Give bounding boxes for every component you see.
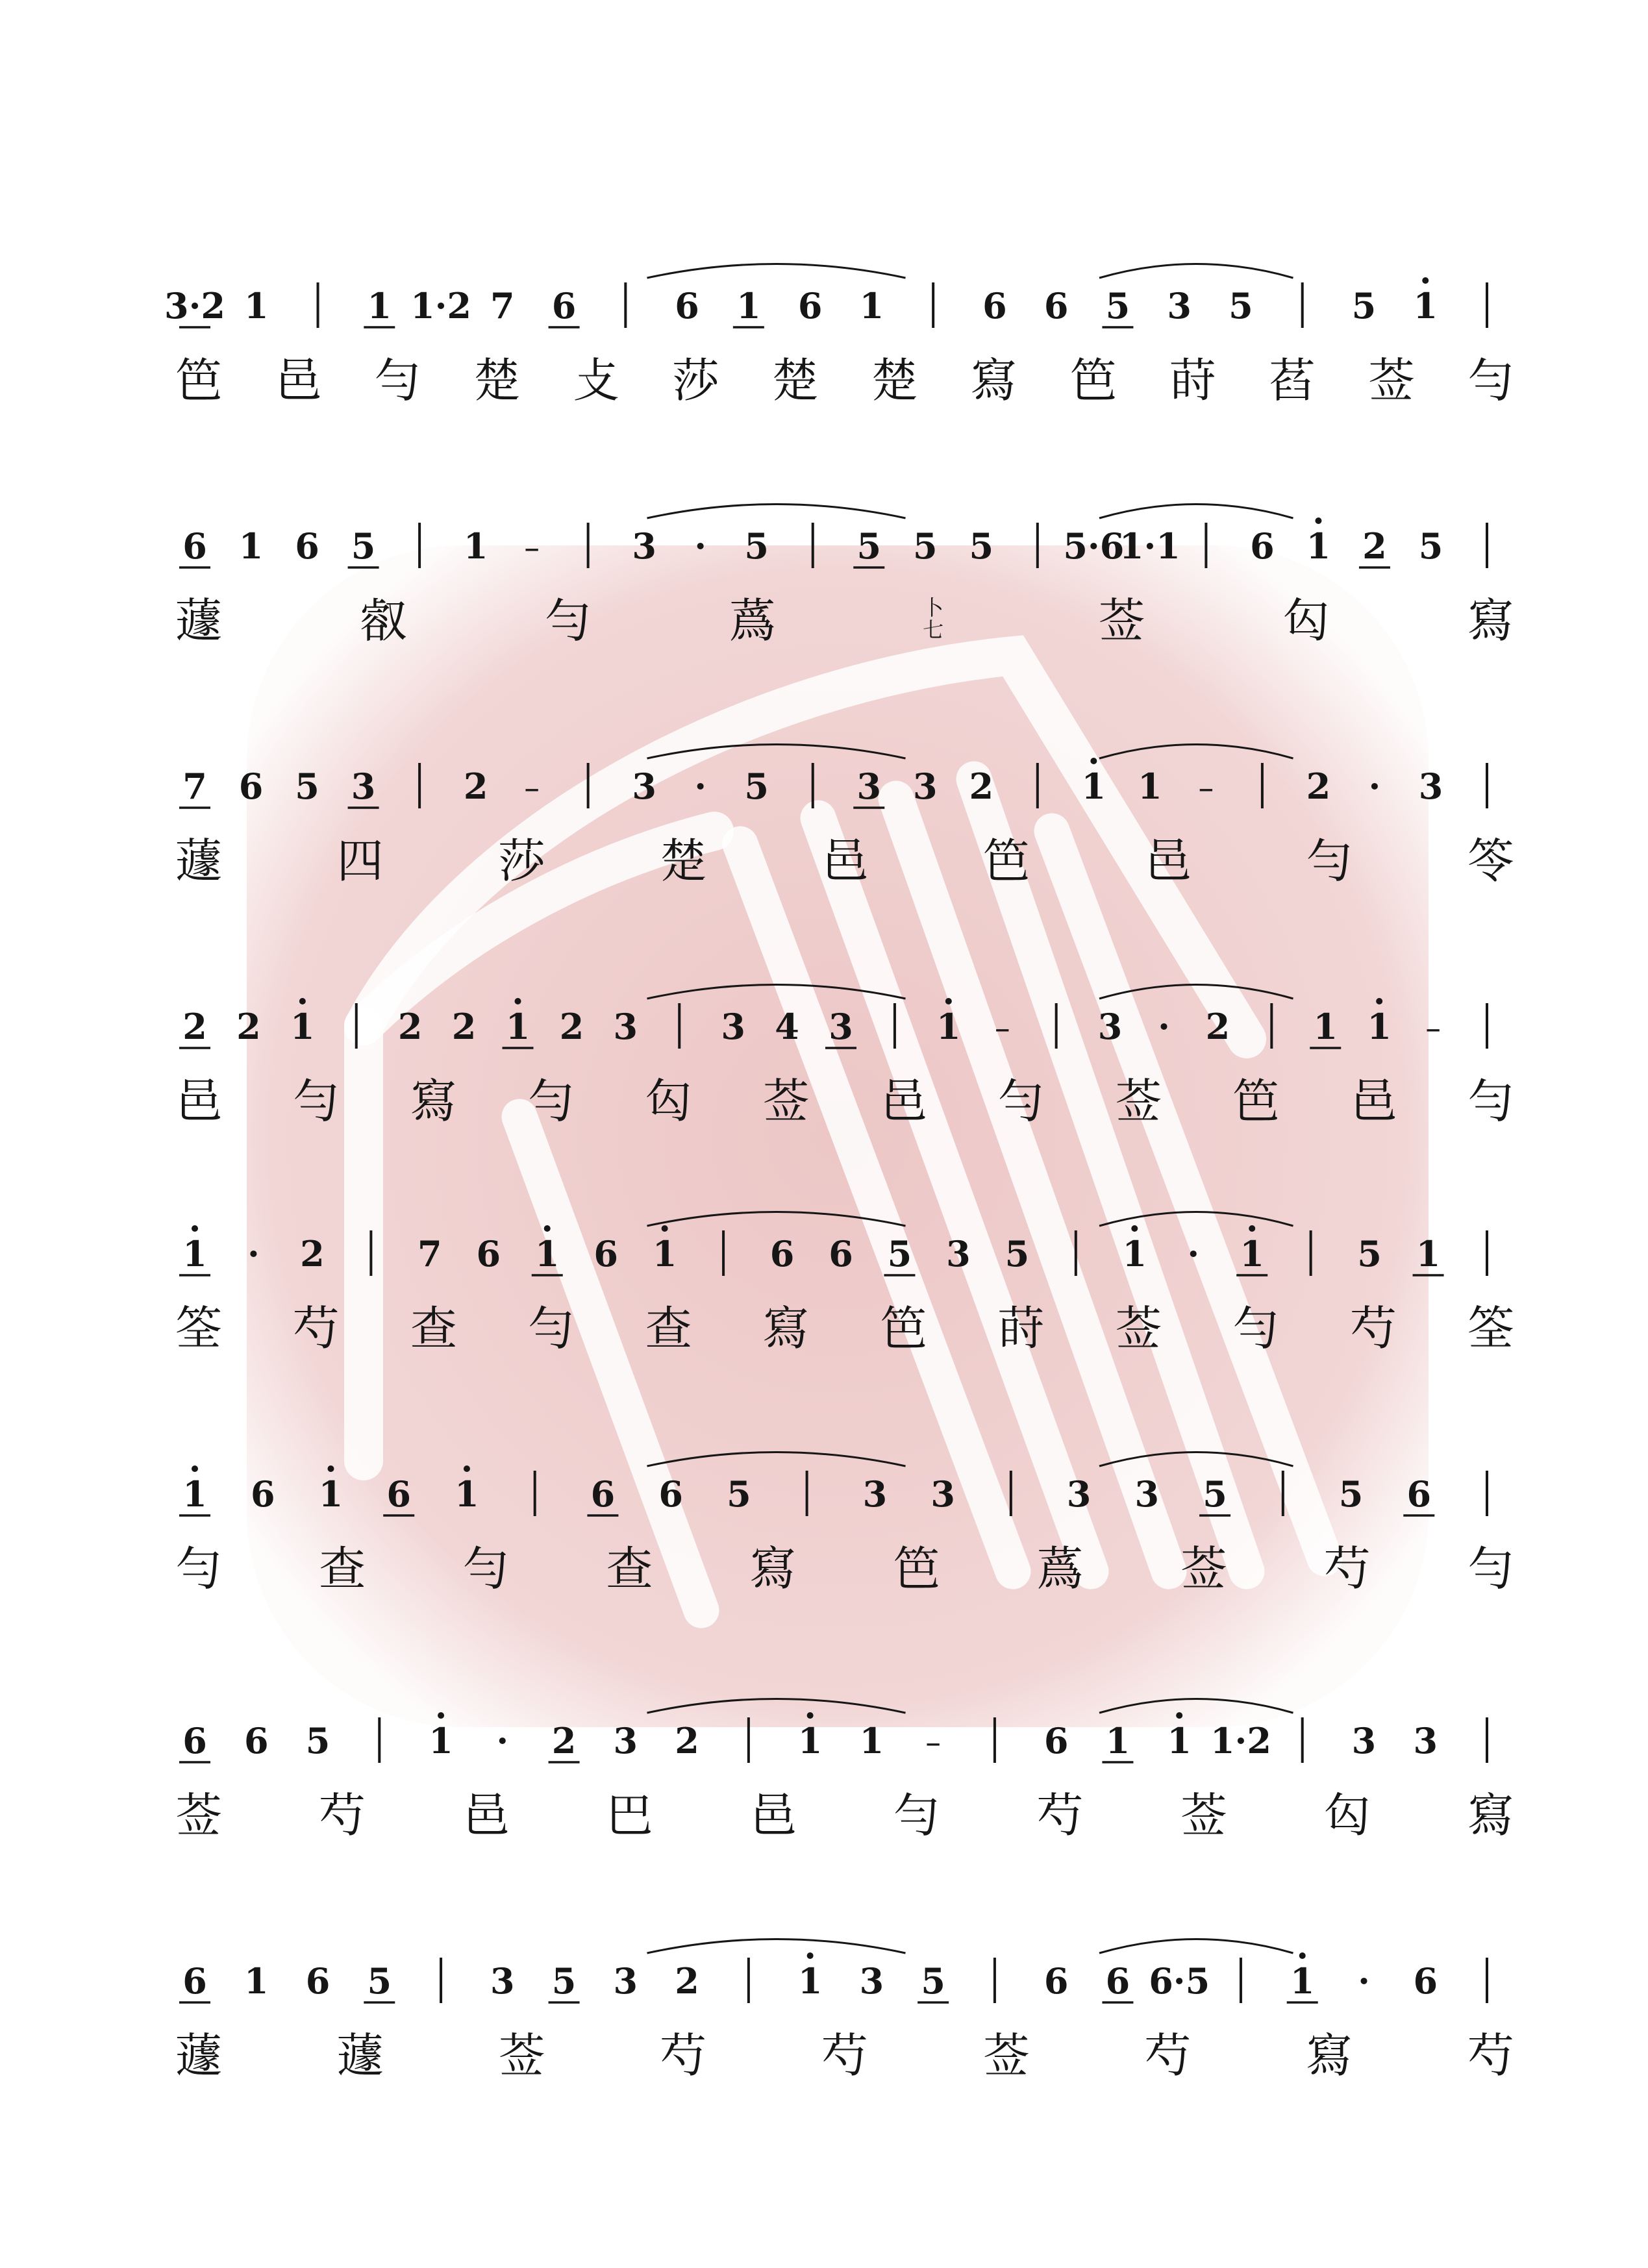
jianpu-note: 3 — [1418, 766, 1443, 807]
jianzi-character: 四 — [336, 834, 384, 888]
jianpu-note: 3 — [1134, 1473, 1160, 1515]
jianpu-note: 6 — [243, 1720, 269, 1762]
jianzi-character: 寫 — [410, 1074, 457, 1128]
jianpu-note: 3 — [862, 1473, 888, 1515]
jianpu-note: 3 — [859, 1960, 884, 2002]
jianpu-note: 6 — [182, 525, 207, 567]
score-system — [0, 1682, 1648, 1896]
jianzi-character: 邑 — [749, 1788, 797, 1843]
jianzi-character: 芍 — [1323, 1541, 1371, 1596]
jianpu-note: 6 — [769, 1233, 795, 1275]
jianpu-note: · — [1158, 1006, 1170, 1047]
jianpu-note: 1 — [652, 1233, 677, 1275]
jianpu-note: 5 — [744, 525, 769, 567]
jianpu-note: 2 — [182, 1006, 207, 1047]
jianpu-note: 5 — [727, 1473, 751, 1515]
jianpu-note: 5 — [1351, 285, 1377, 327]
jianzi-character: 楚 — [871, 353, 918, 408]
jianpu-note: 6 — [250, 1473, 275, 1515]
jianpu-note: 5 — [295, 766, 319, 807]
jianzi-character: 筌 — [1467, 1301, 1515, 1356]
jianpu-note: 3 — [1413, 1720, 1438, 1762]
jianzi-character: 邑 — [1350, 1074, 1397, 1128]
jianpu-note: 5 — [1338, 1473, 1364, 1515]
jianzi-character: 蔿 — [729, 593, 776, 648]
jianpu-note: 6 — [1043, 285, 1069, 327]
jianzi-character: 笭 — [1467, 834, 1515, 888]
jianpu-note: 6 — [182, 1960, 207, 2002]
jianpu-note: 6 — [1406, 1473, 1432, 1515]
jianzi-character: 查 — [410, 1301, 457, 1356]
octave-dot — [1315, 517, 1321, 524]
jianpu-note: 5 — [1203, 1473, 1227, 1515]
jianpu-note: 1 — [182, 1473, 207, 1515]
jianzi-character: 邑 — [175, 1074, 223, 1128]
jianpu-note: 5 — [367, 1960, 392, 2002]
jianpu-note: · — [694, 525, 707, 567]
jianzi-character: 萏 — [1268, 353, 1316, 408]
jianpu-note: 5 — [1229, 285, 1253, 327]
jianpu-note: 2 — [236, 1006, 261, 1047]
jianpu-note: 5·6 — [1063, 525, 1125, 567]
octave-dot — [438, 1712, 444, 1719]
octave-dot — [1376, 998, 1382, 1004]
jianzi-character: 寫 — [1467, 593, 1515, 648]
jianpu-note: 3 — [613, 1960, 638, 2002]
jianzi-character: 邑 — [462, 1788, 510, 1843]
jianzi-character: 楚 — [473, 353, 521, 408]
score-system — [0, 1435, 1648, 1649]
jianzi-character: 莳 — [997, 1301, 1045, 1356]
octave-dot — [544, 1225, 551, 1232]
octave-dot — [1131, 1225, 1138, 1232]
jianpu-note: 6·5 — [1149, 1960, 1210, 2002]
jianpu-note: 6 — [1413, 1960, 1438, 2002]
jianzi-character: 芍 — [1144, 2028, 1192, 2083]
octave-dot — [327, 1465, 334, 1472]
octave-dot — [662, 1225, 668, 1232]
jianpu-note: 6 — [593, 1233, 618, 1275]
jianpu-note: 1 — [859, 1720, 884, 1762]
sustain-dash: – — [1198, 770, 1214, 806]
slur — [1099, 1939, 1293, 1954]
jianzi-character: 莎 — [498, 834, 545, 888]
octave-dot — [1090, 758, 1097, 764]
jianzi-character: 莶 — [175, 1788, 223, 1843]
slur — [647, 985, 906, 999]
jianpu-note: 1 — [1105, 1720, 1130, 1762]
jianpu-note: 5 — [1418, 525, 1443, 567]
octave-dot — [1249, 1225, 1255, 1232]
jianpu-note: 5 — [912, 525, 938, 567]
sustain-dash: – — [524, 770, 540, 806]
jianzi-character: 匃 — [645, 1074, 692, 1128]
jianzi-character: 笆 — [893, 1541, 940, 1596]
jianzi-character: 勻 — [1232, 1301, 1280, 1356]
jianpu-note: 6 — [1250, 525, 1275, 567]
jianzi-character: 勻 — [997, 1074, 1045, 1128]
octave-dot — [515, 998, 521, 1004]
jianpu-note: 1 — [1167, 1720, 1192, 1762]
slur — [647, 1699, 906, 1713]
jianzi-character: 筌 — [175, 1301, 223, 1356]
jianzi-character: 匃 — [1323, 1788, 1371, 1843]
jianzi-character: 芍 — [319, 1788, 366, 1843]
jianpu-note: 1 — [1138, 766, 1162, 807]
octave-dot — [945, 998, 952, 1004]
jianzi-character: 勻 — [544, 593, 592, 648]
octave-dot — [192, 1465, 198, 1472]
jianzi-character: 勻 — [527, 1074, 575, 1128]
jianpu-note: 6 — [675, 285, 699, 327]
jianpu-note: 6 — [295, 525, 319, 567]
jianzi-character: 卜七 — [923, 595, 944, 642]
jianzi-character: 笆 — [1232, 1074, 1280, 1128]
jianzi-character: 勻 — [1467, 1074, 1515, 1128]
jianpu-note: 2 — [675, 1720, 699, 1762]
jianzi-character: 笆 — [175, 353, 223, 408]
jianzi-character: 巴 — [606, 1788, 653, 1843]
jianpu-note: 5 — [1105, 285, 1130, 327]
jianzi-character: 芍 — [1467, 2028, 1515, 2083]
jianzi-character: 莶 — [498, 2028, 545, 2083]
jianzi-character: 寫 — [749, 1541, 797, 1596]
jianzi-character: 芍 — [1036, 1788, 1084, 1843]
slur — [1099, 745, 1293, 759]
jianpu-note: 5 — [921, 1960, 945, 2002]
jianpu-note: 1 — [243, 285, 269, 327]
jianpu-note: 3 — [613, 1006, 638, 1047]
jianpu-note: 1 — [797, 1960, 823, 2002]
jianpu-note: 3 — [351, 766, 376, 807]
jianzi-character: 蔿 — [1036, 1541, 1084, 1596]
jianpu-note: 2 — [1362, 525, 1387, 567]
jianpu-note: 5 — [305, 1720, 331, 1762]
jianzi-character: 楚 — [771, 353, 819, 408]
jianpu-note: 3 — [632, 525, 656, 567]
jianpu-note: 6 — [590, 1473, 616, 1515]
jianpu-note: 1 — [1416, 1233, 1441, 1275]
score-system — [0, 487, 1648, 701]
jianpu-note: 6 — [238, 766, 264, 807]
slur — [647, 745, 906, 759]
octave-dot — [807, 1952, 814, 1959]
jianpu-note: 3 — [912, 766, 938, 807]
octave-dot — [299, 998, 306, 1004]
jianzi-character: 勻 — [1467, 353, 1515, 408]
jianpu-note: 1 — [859, 285, 884, 327]
jianpu-note: 5 — [969, 525, 994, 567]
slur — [1099, 264, 1293, 279]
jianzi-character: 莶 — [1115, 1074, 1162, 1128]
score-system — [0, 967, 1648, 1182]
jianpu-note: 1 — [1313, 1006, 1338, 1047]
jianpu-note: 2 — [675, 1960, 699, 2002]
jianpu-note: 3 — [856, 766, 882, 807]
jianpu-note: · — [247, 1233, 260, 1275]
jianpu-note: 2 — [451, 1006, 477, 1047]
jianpu-note: 6 — [797, 285, 823, 327]
jianpu-note: 1 — [1367, 1006, 1392, 1047]
jianzi-character: 匃 — [1282, 593, 1330, 648]
jianpu-note: 1 — [736, 285, 761, 327]
jianpu-note: 6 — [1105, 1960, 1130, 2002]
octave-dot — [1176, 1712, 1182, 1719]
octave-dot — [1422, 277, 1429, 284]
jianpu-note: · — [1187, 1233, 1200, 1275]
jianzi-character: 蘧 — [175, 2028, 223, 2083]
jianpu-note: 2 — [1306, 766, 1331, 807]
jianpu-note: 6 — [982, 285, 1007, 327]
jianpu-note: 1 — [463, 525, 488, 567]
jianzi-character: 寫 — [762, 1301, 810, 1356]
jianzi-character: 勻 — [374, 353, 421, 408]
jianzi-character: 勻 — [292, 1074, 340, 1128]
jianpu-note: · — [496, 1720, 509, 1762]
jianzi-character: 莶 — [1367, 353, 1415, 408]
jianzi-character: 邑 — [821, 834, 869, 888]
sustain-dash: – — [994, 1010, 1010, 1047]
jianpu-note: 3 — [829, 1006, 853, 1047]
jianzi-character: 莶 — [762, 1074, 810, 1128]
jianpu-note: 1 — [1413, 285, 1438, 327]
jianzi-character: 攴 — [573, 353, 620, 408]
jianpu-note: 2 — [559, 1006, 584, 1047]
jianpu-note: 3 — [1066, 1473, 1092, 1515]
jianzi-character: 勻 — [1467, 1541, 1515, 1596]
jianzi-character: 查 — [645, 1301, 692, 1356]
slur — [647, 1939, 906, 1954]
jianpu-note: 2 — [463, 766, 488, 807]
jianpu-note: 1 — [182, 1233, 207, 1275]
octave-dot — [192, 1225, 198, 1232]
jianzi-character: 芍 — [1350, 1301, 1397, 1356]
jianpu-note: 6 — [305, 1960, 331, 2002]
jianzi-character: 邑 — [880, 1074, 927, 1128]
jianzi-character: 芍 — [660, 2028, 707, 2083]
jianpu-note: 6 — [1043, 1960, 1069, 2002]
jianpu-note: 7 — [418, 1233, 442, 1275]
jianzi-character: 㕡 — [360, 593, 407, 648]
jianpu-note: · — [694, 766, 707, 807]
jianzi-character: 勻 — [175, 1541, 223, 1596]
jianpu-note: 1 — [367, 285, 392, 327]
jianzi-character: 寫 — [970, 353, 1018, 408]
jianpu-note: 5 — [351, 525, 376, 567]
slur — [647, 1212, 906, 1227]
jianpu-note: 1 — [1081, 766, 1106, 807]
jianpu-note: 1 — [290, 1006, 315, 1047]
jianpu-note: 2 — [397, 1006, 423, 1047]
slur — [1099, 985, 1293, 999]
jianpu-note: 2 — [551, 1720, 577, 1762]
jianpu-note: 6 — [386, 1473, 411, 1515]
jianzi-character: 笆 — [1069, 353, 1117, 408]
jianzi-character: 笆 — [982, 834, 1030, 888]
sustain-dash: – — [524, 530, 540, 566]
jianpu-note: · — [1368, 766, 1381, 807]
jianzi-character: 莶 — [1115, 1301, 1162, 1356]
jianpu-note: 3 — [946, 1233, 971, 1275]
jianzi-character: 芍 — [292, 1301, 340, 1356]
jianpu-note: · — [1358, 1960, 1370, 2002]
jianpu-note: 5 — [744, 766, 769, 807]
jianzi-character: 莶 — [1180, 1541, 1227, 1596]
slur — [1099, 505, 1293, 519]
jianpu-note: 3 — [1097, 1006, 1123, 1047]
jianpu-note: 3 — [613, 1720, 638, 1762]
jianpu-note: 3 — [930, 1473, 955, 1515]
octave-dot — [464, 1465, 470, 1472]
jianpu-note: 1·2 — [410, 285, 472, 327]
score-system — [0, 1195, 1648, 1409]
octave-dot — [807, 1712, 814, 1719]
jianzi-character: 勻 — [527, 1301, 575, 1356]
jianpu-note: 6 — [658, 1473, 683, 1515]
sustain-dash: – — [1425, 1010, 1442, 1047]
slur — [1099, 1699, 1293, 1713]
jianzi-character: 莎 — [672, 353, 719, 408]
jianzi-character: 莶 — [982, 2028, 1030, 2083]
jianzi-character: 查 — [606, 1541, 653, 1596]
jianzi-character: 莶 — [1180, 1788, 1227, 1843]
jianpu-note: 3 — [1167, 285, 1192, 327]
jianzi-character: 笆 — [880, 1301, 927, 1356]
jianpu-note: 4 — [775, 1006, 799, 1047]
jianpu-note: 1·1 — [1119, 525, 1180, 567]
jianzi-character: 勻 — [893, 1788, 940, 1843]
jianpu-note: 5 — [1357, 1233, 1382, 1275]
slur — [647, 505, 906, 519]
jianzi-character: 邑 — [275, 353, 322, 408]
jianpu-note: 6 — [829, 1233, 853, 1275]
jianzi-character: 蘧 — [336, 2028, 384, 2083]
slur — [647, 1452, 906, 1467]
slur — [1099, 1212, 1293, 1227]
jianpu-note: 1 — [1306, 525, 1331, 567]
jianzi-character: 芍 — [821, 2028, 869, 2083]
jianpu-note: 1 — [238, 525, 264, 567]
jianpu-note: 6 — [1043, 1720, 1069, 1762]
sustain-dash: – — [925, 1725, 942, 1761]
jianpu-note: 6 — [476, 1233, 501, 1275]
jianpu-note: 1·2 — [1210, 1720, 1271, 1762]
jianpu-note: 1 — [318, 1473, 343, 1515]
jianpu-note: 6 — [551, 285, 577, 327]
jianpu-note: 1 — [797, 1720, 823, 1762]
jianpu-note: 3 — [1351, 1720, 1377, 1762]
jianpu-note: 3 — [721, 1006, 745, 1047]
jianzi-character: 楚 — [660, 834, 707, 888]
jianpu-note: 1 — [534, 1233, 560, 1275]
jianzi-character: 莶 — [1098, 593, 1145, 648]
jianpu-note: 5 — [887, 1233, 912, 1275]
jianpu-note: 5 — [856, 525, 882, 567]
score-system — [0, 1922, 1648, 2136]
score-system — [0, 247, 1648, 461]
jianpu-note: 1 — [505, 1006, 531, 1047]
jianpu-note: 1 — [1240, 1233, 1264, 1275]
jianpu-note: 6 — [182, 1720, 207, 1762]
jianpu-note: 5 — [551, 1960, 577, 2002]
jianpu-note: 3 — [632, 766, 656, 807]
jianzi-tablature-row — [0, 2026, 1648, 2195]
jianzi-character: 寫 — [1467, 1788, 1515, 1843]
jianzi-character: 勻 — [462, 1541, 510, 1596]
jianzi-character: 莳 — [1169, 353, 1216, 408]
jianpu-note: 2 — [969, 766, 994, 807]
jianzi-character: 邑 — [1144, 834, 1192, 888]
jianpu-note: 1 — [243, 1960, 269, 2002]
octave-dot — [1299, 1952, 1306, 1959]
jianpu-note: 2 — [1205, 1006, 1230, 1047]
jianpu-note: 1 — [455, 1473, 479, 1515]
jianpu-note: 7 — [182, 766, 207, 807]
jianzi-character: 寫 — [1306, 2028, 1353, 2083]
jianpu-note: 2 — [300, 1233, 325, 1275]
jianzi-character: 蘧 — [175, 834, 223, 888]
jianpu-note: 1 — [936, 1006, 961, 1047]
jianpu-note: 7 — [490, 285, 515, 327]
slur — [647, 264, 906, 279]
jianzi-character: 查 — [319, 1541, 366, 1596]
jianpu-note: 1 — [1290, 1960, 1315, 2002]
jianpu-note: 5 — [1005, 1233, 1030, 1275]
jianzi-character: 勻 — [1306, 834, 1353, 888]
jianpu-note: 3·2 — [164, 285, 225, 327]
score-system — [0, 727, 1648, 941]
slur — [1099, 1452, 1293, 1467]
jianpu-note: 1 — [1122, 1233, 1147, 1275]
jianpu-note: 3 — [490, 1960, 515, 2002]
jianpu-note: 1 — [429, 1720, 453, 1762]
jianzi-character: 蘧 — [175, 593, 223, 648]
